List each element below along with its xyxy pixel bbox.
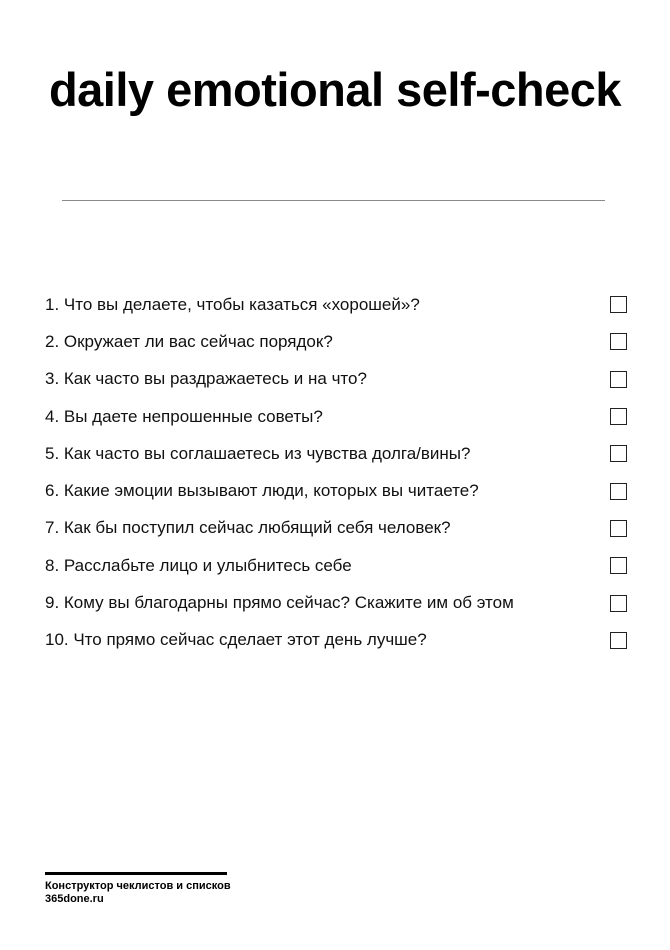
footer-rule bbox=[45, 872, 227, 875]
checkbox[interactable] bbox=[610, 445, 627, 462]
checklist-item-text: 5. Как часто вы соглашаетесь из чувства долга/вины? bbox=[45, 443, 471, 463]
checklist-item-text: 4. Вы даете непрошенные советы? bbox=[45, 406, 323, 426]
checklist bbox=[45, 286, 627, 659]
checkbox[interactable] bbox=[610, 632, 627, 649]
checkbox[interactable] bbox=[610, 296, 627, 313]
checklist-item bbox=[45, 435, 627, 472]
checklist-item-text: 8. Расслабьте лицо и улыбнитесь себе bbox=[45, 555, 352, 575]
checkbox[interactable] bbox=[610, 371, 627, 388]
checklist-item bbox=[45, 547, 627, 584]
checklist-item bbox=[45, 510, 627, 547]
checklist-item-text: 3. Как часто вы раздражаетесь и на что? bbox=[45, 369, 367, 389]
checkbox[interactable] bbox=[610, 333, 627, 350]
footer-caption: Конструктор чеклистов и списков bbox=[45, 880, 231, 892]
checklist-item-text: 9. Кому вы благодарны прямо сейчас? Скажите им об этом bbox=[45, 593, 514, 613]
checklist-item-text: 6. Какие эмоции вызывают люди, которых вы читаете? bbox=[45, 481, 479, 501]
checklist-item-text: 10. Что прямо сейчас сделает этот день лучше? bbox=[45, 630, 427, 650]
checkbox[interactable] bbox=[610, 595, 627, 612]
checkbox[interactable] bbox=[610, 483, 627, 500]
checklist-item-text: 2. Окружает ли вас сейчас порядок? bbox=[45, 331, 333, 351]
checkbox[interactable] bbox=[610, 408, 627, 425]
page-title: daily emotional self-check bbox=[48, 63, 622, 116]
checklist-item-text: 7. Как бы поступил сейчас любящий себя человек? bbox=[45, 518, 451, 538]
checkbox[interactable] bbox=[610, 520, 627, 537]
checklist-item bbox=[45, 622, 627, 659]
checkbox[interactable] bbox=[610, 557, 627, 574]
checklist-item bbox=[45, 584, 627, 621]
checklist-item bbox=[45, 286, 627, 323]
checklist-item bbox=[45, 361, 627, 398]
checklist-item-text: 1. Что вы делаете, чтобы казаться «хорошей»? bbox=[45, 294, 420, 314]
checklist-item bbox=[45, 472, 627, 509]
checklist-item bbox=[45, 398, 627, 435]
footer-site: 365done.ru bbox=[45, 893, 104, 905]
checklist-item bbox=[45, 323, 627, 360]
title-divider bbox=[62, 200, 605, 201]
